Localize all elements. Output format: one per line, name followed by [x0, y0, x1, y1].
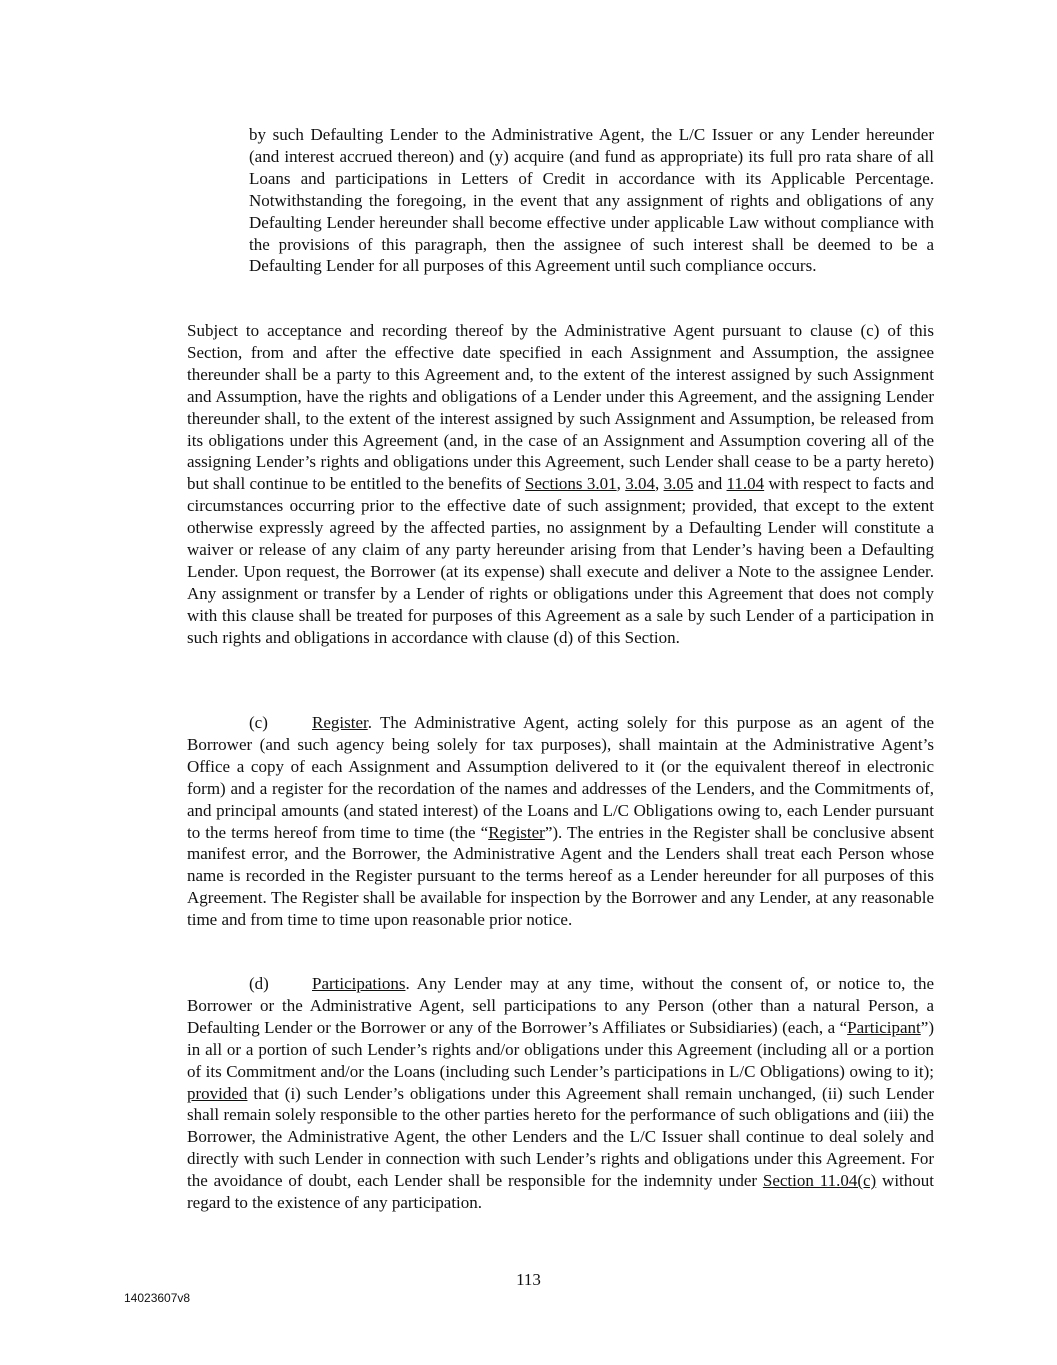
page-number: 113	[516, 1270, 541, 1289]
register-paragraph	[187, 712, 934, 931]
section-ref-11-04-c: Section 11.04(c)	[762, 1171, 877, 1191]
register-heading: Register	[312, 713, 368, 732]
separator-3: and	[693, 474, 727, 494]
participations-text-2: ”) in all or a portion of such Lender’s rights and/or obligations under this Agreement (including all or a portion of its Commitment and/or the Loans (including such Lender’s participations in L/C Obligations) owing to it);	[187, 1017, 934, 1081]
document-id: 14023607v8	[124, 1291, 191, 1305]
section-ref-3-04: 3.04	[625, 474, 655, 494]
participations-text-4: without regard to the existence of any participation.	[187, 1171, 934, 1213]
participations-heading: Participations	[312, 974, 406, 993]
register-text-1: . The Administrative Agent, acting solely for this purpose as an agent of the Borrower (and such agency being solely for tax purposes), shall maintain at the Administrative Agent’s Office a copy of each Assignment and Assumption delivered to it (or the equivalent thereof in electronic form) and a register for the recordation of the names and addresses of the Lenders, and the Commitments of, and principal amounts (and stated interest) of the Loans and L/C Obligations owing to, each Lender pursuant to the terms hereof from time to time (the “	[187, 713, 934, 842]
participations-text-3: that (i) such Lender’s obligations under this Agreement shall remain unchanged, (ii) such Lender shall remain solely responsible to the other parties hereto for the performance of such obligations and (iii) the Borrower, the Administrative Agent, the other Lenders and the L/C Issuer shall continue to deal solely and directly with such Lender in connection with such Lender’s rights and obligations under this Agreement. For the avoidance of doubt, each Lender shall be responsible for the indemnity under	[187, 1083, 934, 1191]
clause-label-d: (d)	[249, 974, 269, 993]
continuation-text: by such Defaulting Lender to the Administrative Agent, the L/C Issuer or any Lender hereunder (and interest accrued thereon) and (y) acquire (and fund as appropriate) its full pro rata share of all Loans and participations in Letters of Credit in accordance with its Applicable Percentage. Notwithstanding the foregoing, in the event that any assignment of rights and obligations of any Defaulting Lender hereunder shall become effective under applicable Law without compliance with the provisions of this paragraph, then the assignee of such interest shall be deemed to be a Defaulting Lender for all purposes of this Agreement until such compliance occurs.	[249, 125, 934, 276]
section-ref-3-01: Sections 3.01	[524, 474, 617, 494]
assignment-text-1: Subject to acceptance and recording thereof by the Administrative Agent pursuant to clause (c) of this Section, from and after the effective date specified in each Assignment and Assumption, the assignee thereunder shall be a party to this Agreement and, to the extent of the interest assigned by such Assignment and Assumption, have the rights and obligations of a Lender under this Agreement, and the assigning Lender thereunder shall, to the extent of the interest assigned by such Assignment and Assumption, be released from its obligations under this Agreement (and, in the case of an Assignment and Assumption covering all of the assigning Lender’s rights and obligations under this Agreement, such Lender shall cease to be a party hereto) but shall continue to be entitled to the benefits of	[187, 321, 934, 494]
participations-paragraph	[187, 973, 934, 1214]
register-text-2: ”). The entries in the Register shall be conclusive absent manifest error, and the Borrower, the Administrative Agent and the Lenders shall treat each Person whose name is recorded in the Register pursuant to the terms hereof as a Lender hereunder for all purposes of this Agreement. The Register shall be available for inspection by the Borrower and any Lender, at any reasonable time and from time to time upon reasonable prior notice.	[187, 822, 934, 930]
section-ref-11-04: 11.04	[726, 474, 765, 494]
continuation-paragraph	[249, 124, 934, 277]
assignment-text-2: with respect to facts and circumstances occurring prior to the effective date of such assignment; provided, that except to the extent otherwise expressly agreed by the affected parties, no assignment by a Defaulting Lender will constitute a waiver or release of any claim of any party hereunder arising from that Lender’s having been a Defaulting Lender. Upon request, the Borrower (at its expense) shall execute and deliver a Note to the assignee Lender. Any assignment or transfer by a Lender of rights or obligations under this Agreement that does not comply with this clause shall be treated for purposes of this Agreement as a sale by such Lender of a participation in such rights and obligations in accordance with clause (d) of this Section.	[187, 474, 935, 647]
section-ref-3-05: 3.05	[663, 474, 694, 494]
separator-1: ,	[616, 474, 626, 494]
provided-term: provided	[187, 1083, 248, 1103]
clause-label-c: (c)	[249, 713, 268, 732]
register-defined-term: Register	[488, 822, 545, 842]
separator-2: ,	[654, 474, 664, 494]
participations-text-1: . Any Lender may at any time, without the consent of, or notice to, the Borrower or the Administrative Agent, sell participations to any Person (other than a natural Person, a Defaulting Lender or the Borrower or any of the Borrower’s Affiliates or Subsidiaries) (each, a “	[187, 974, 934, 1037]
assignment-effect-paragraph	[187, 320, 934, 649]
participant-defined-term: Participant	[847, 1017, 921, 1037]
